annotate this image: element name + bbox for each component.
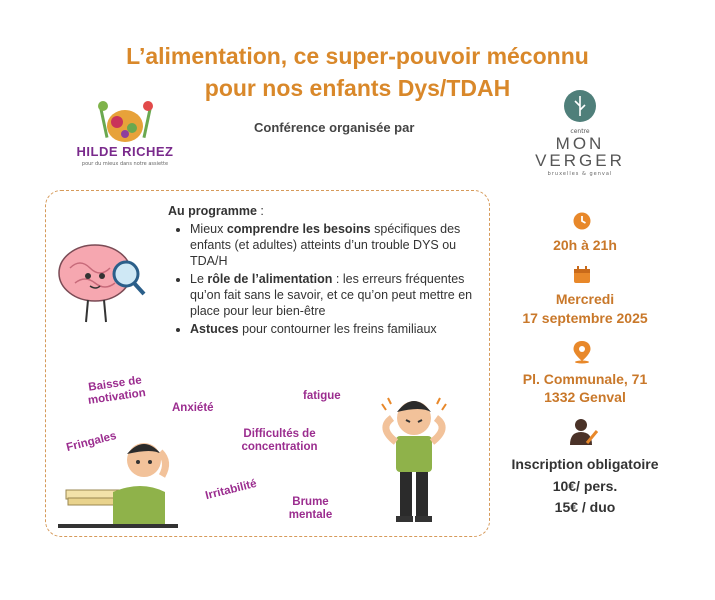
- program-item-bold: rôle de l’alimentation: [207, 272, 333, 286]
- mon-verger-logo: [525, 88, 635, 178]
- poster-title-line-2: pour nos enfants Dys/TDAH: [204, 75, 511, 101]
- program-item-prefix: Le: [190, 272, 208, 286]
- program-item-text: pour contourner les freins familiaux: [238, 322, 437, 336]
- event-city: 1332 Genval: [544, 389, 626, 405]
- hilde-richez-tagline: pour du mieux dans notre assiette: [81, 161, 169, 167]
- event-address: Pl. Communale, 71: [522, 371, 648, 387]
- person-writing-icon: [570, 418, 598, 446]
- symptom-concentration: Difficultés de concentration: [241, 428, 318, 453]
- program-item: [190, 321, 483, 337]
- hilde-richez-logo: [70, 98, 180, 178]
- poster-title-line-1: L’alimentation, ce super-pouvoir méconnu: [126, 43, 589, 69]
- symptom-fatigue: fatigue: [303, 390, 341, 402]
- program-item: [190, 221, 483, 269]
- program-item-bold: comprendre les besoins: [226, 222, 371, 236]
- program-item-prefix: Mieux: [190, 222, 227, 236]
- location-pin-icon: [572, 340, 592, 364]
- event-day: Mercredi: [555, 291, 615, 307]
- vegetables-logo-icon: [70, 98, 180, 146]
- program-section: [168, 203, 483, 339]
- mon-verger-line-1: MON: [555, 134, 605, 153]
- program-item-text: : les erreurs fréquentes qu’on fait sans le savoir, et ce qu’on peut mettre en place pour leur bien-être: [190, 272, 473, 318]
- program-item-bold: Astuces: [190, 322, 239, 336]
- symptom-anxiety: Anxiété: [172, 402, 214, 414]
- program-heading-suffix: :: [256, 204, 264, 218]
- hilde-richez-name: HILDE RICHEZ: [76, 144, 174, 159]
- boy-covering-ears-icon: [374, 392, 454, 532]
- event-date: 17 septembre 2025: [522, 310, 648, 326]
- signup-required: Inscription obligatoire: [511, 456, 659, 472]
- symptom-brain-fog: Brume mentale: [288, 496, 333, 521]
- mon-verger-line-2: VERGER: [535, 151, 625, 170]
- calendar-icon: [573, 266, 591, 284]
- boy-at-desk-icon: [58, 432, 188, 532]
- symptom-motivation: Baisse de motivation: [87, 374, 147, 407]
- mon-verger-location: bruxelles & genval: [547, 171, 613, 177]
- mon-verger-small: centre: [570, 128, 590, 135]
- apple-logo-icon: [525, 88, 635, 128]
- brain-magnifier-icon: [50, 228, 150, 328]
- program-heading: Au programme: [168, 204, 257, 218]
- price-single: 10€/ pers.: [552, 478, 618, 494]
- program-item: [190, 271, 483, 319]
- symptom-irritability: Irritabilité: [204, 477, 258, 503]
- event-time: 20h à 21h: [553, 237, 617, 253]
- clock-icon: [573, 212, 591, 230]
- organizer-label: Conférence organisée par: [254, 120, 415, 135]
- symptom-cravings: Fringales: [65, 430, 118, 455]
- price-duo: 15€ / duo: [554, 499, 616, 515]
- program-item-text: spécifiques des enfants (et adultes) atteints d’un trouble DYS ou TDA/H: [190, 222, 461, 268]
